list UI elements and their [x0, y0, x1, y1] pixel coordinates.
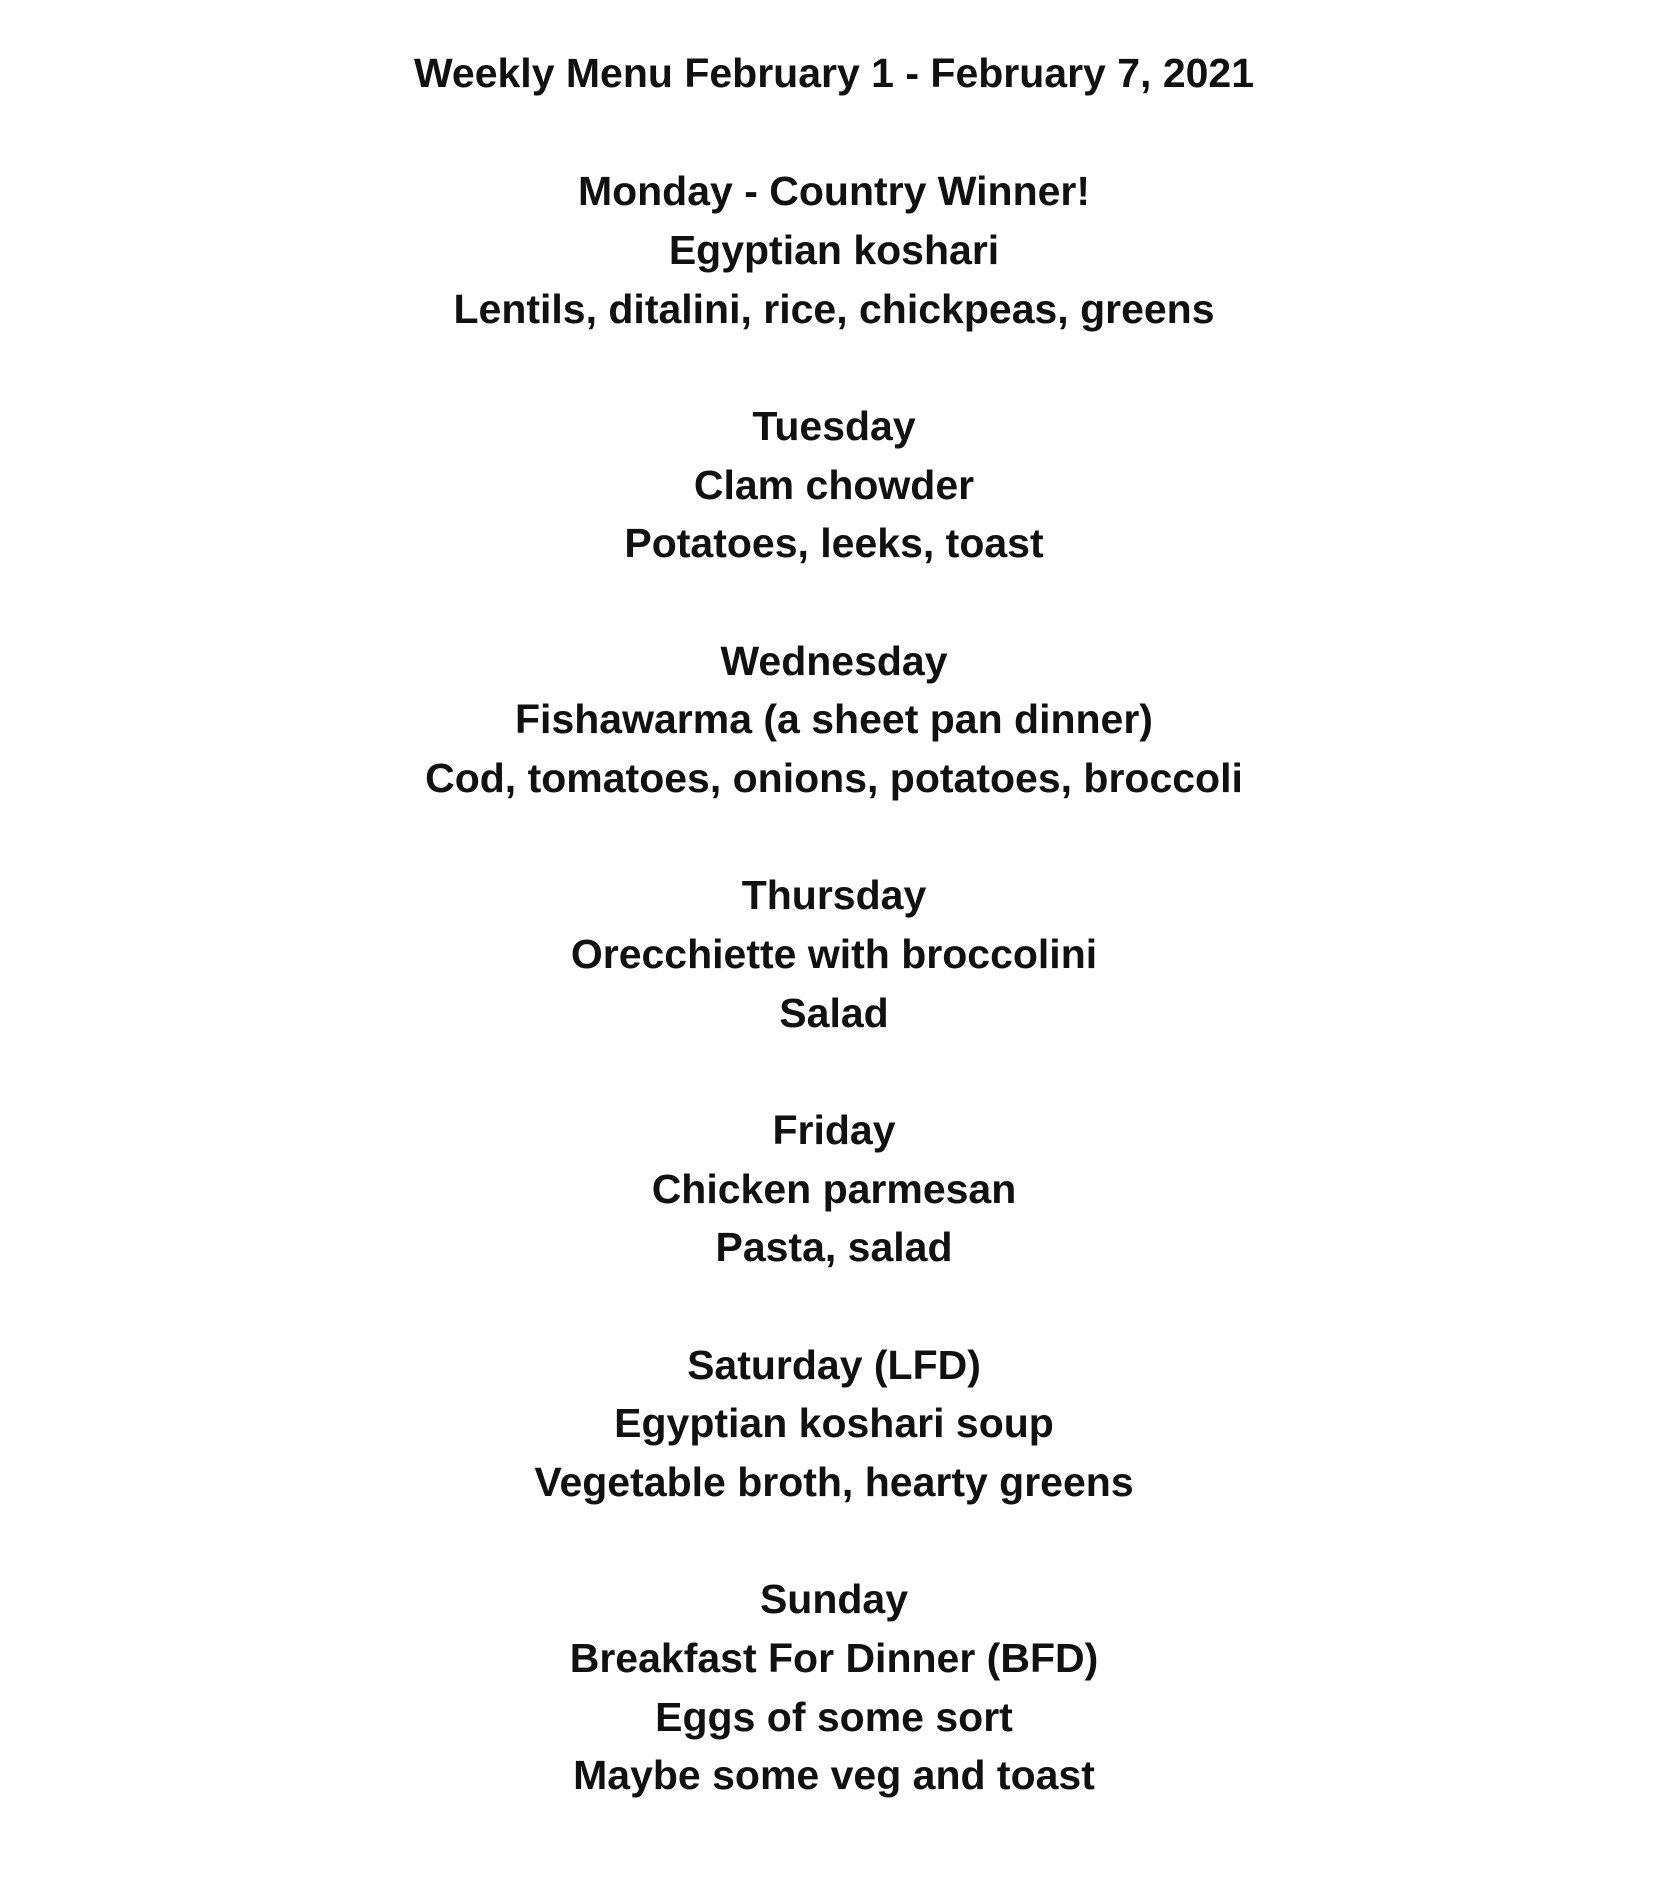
- wednesday-dish: Fishawarma (a sheet pan dinner): [515, 696, 1153, 742]
- wednesday-sides: Cod, tomatoes, onions, potatoes, broccoli: [425, 755, 1243, 801]
- thursday-dish: Orecchiette with broccolini: [570, 931, 1098, 977]
- tuesday-sides: Potatoes, leeks, toast: [624, 520, 1044, 566]
- menu-title: Weekly Menu February 1 - February 7, 2021: [413, 50, 1255, 96]
- sunday-heading: Sunday: [759, 1576, 909, 1622]
- monday-dish: Egyptian koshari: [668, 227, 1000, 273]
- sunday-sides: Maybe some veg and toast: [573, 1752, 1095, 1798]
- tuesday-dish: Clam chowder: [693, 462, 975, 508]
- friday-heading: Friday: [772, 1107, 896, 1153]
- monday-sides: Lentils, ditalini, rice, chickpeas, greens: [453, 286, 1215, 332]
- saturday-sides: Vegetable broth, hearty greens: [534, 1459, 1134, 1505]
- thursday-sides: Salad: [779, 990, 889, 1036]
- friday-sides: Pasta, salad: [715, 1224, 953, 1270]
- wednesday-heading: Wednesday: [720, 638, 948, 684]
- saturday-heading: Saturday (LFD): [687, 1342, 981, 1388]
- sunday-detail: Eggs of some sort: [655, 1694, 1013, 1740]
- saturday-dish: Egyptian koshari soup: [614, 1400, 1054, 1446]
- friday-dish: Chicken parmesan: [651, 1166, 1017, 1212]
- sunday-dish: Breakfast For Dinner (BFD): [569, 1635, 1099, 1681]
- tuesday-heading: Tuesday: [752, 403, 916, 449]
- monday-heading: Monday - Country Winner!: [577, 168, 1091, 214]
- thursday-heading: Thursday: [741, 872, 927, 918]
